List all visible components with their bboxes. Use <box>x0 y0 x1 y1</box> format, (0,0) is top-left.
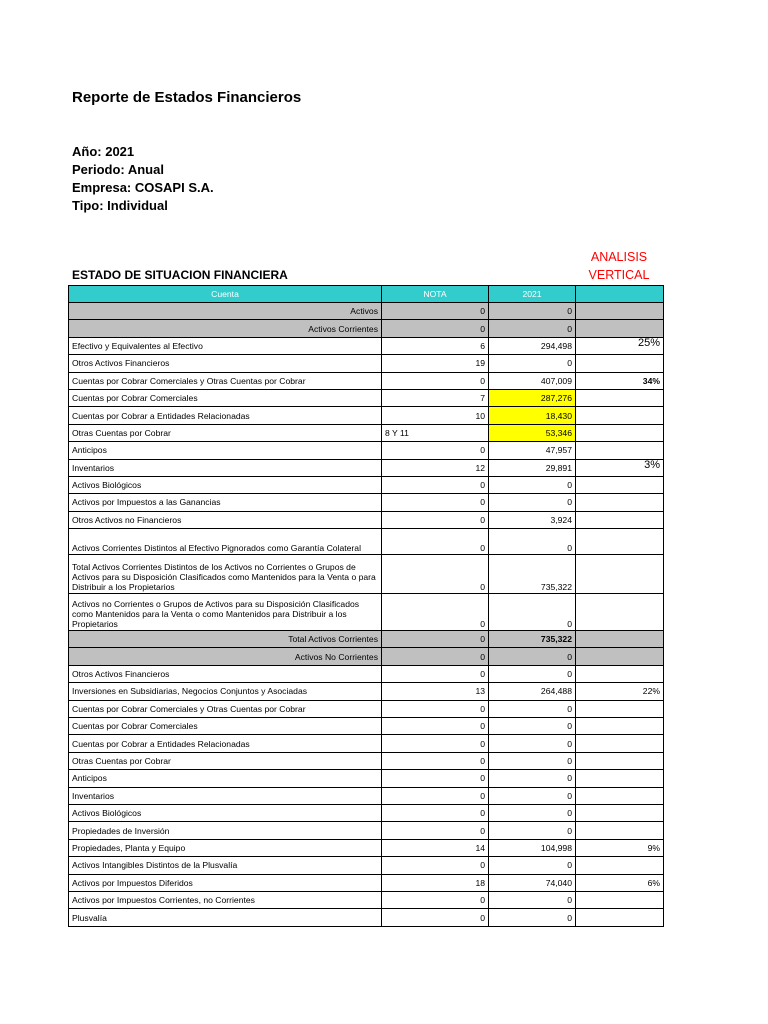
cell-nota: 13 <box>382 683 489 700</box>
table-row <box>69 891 664 908</box>
cell-cuenta: Inventarios <box>69 787 382 804</box>
analisis-label-line2: VERTICAL <box>588 268 650 282</box>
cell-cuenta: Inventarios <box>69 459 382 476</box>
cell-value-2021: 29,891 <box>489 459 576 476</box>
table-row <box>69 407 664 424</box>
cell-value-2021: 0 <box>489 320 576 337</box>
cell-nota: 12 <box>382 459 489 476</box>
cell-cuenta: Activos Corrientes Distintos al Efectivo Pignorados como Garantía Colateral <box>69 529 382 555</box>
cell-value-2021: 287,276 <box>489 389 576 406</box>
cell-cuenta: Otros Activos no Financieros <box>69 511 382 528</box>
cell-cuenta: Otros Activos Financieros <box>69 665 382 682</box>
cell-analisis-vertical <box>576 857 664 874</box>
header-analisis <box>576 286 664 303</box>
cell-analisis-vertical <box>576 424 664 441</box>
cell-analisis-vertical <box>576 320 664 337</box>
cell-nota: 18 <box>382 874 489 891</box>
cell-nota: 0 <box>382 787 489 804</box>
cell-nota: 0 <box>382 442 489 459</box>
cell-analisis-vertical: 6% <box>576 874 664 891</box>
cell-analisis-vertical <box>576 752 664 769</box>
cell-nota: 0 <box>382 804 489 821</box>
cell-value-2021: 0 <box>489 355 576 372</box>
cell-analisis-vertical <box>576 511 664 528</box>
cell-cuenta: Propiedades, Planta y Equipo <box>69 839 382 856</box>
cell-cuenta: Efectivo y Equivalentes al Efectivo <box>69 337 382 354</box>
cell-analisis-vertical: 34% <box>576 372 664 389</box>
table-row <box>69 529 664 555</box>
table-row <box>69 700 664 717</box>
cell-analisis-vertical: 9% <box>576 839 664 856</box>
cell-nota: 0 <box>382 718 489 735</box>
table-row <box>69 822 664 839</box>
cell-nota: 0 <box>382 700 489 717</box>
cell-nota: 0 <box>382 476 489 493</box>
table-row <box>69 683 664 700</box>
cell-cuenta: Activos no Corrientes o Grupos de Activos para su Disposición Clasificados como Mantenidos para la Venta o como Mantenidos para Distribuir a los Propietarios <box>69 594 382 631</box>
cell-nota: 0 <box>382 494 489 511</box>
cell-analisis-vertical <box>576 529 664 555</box>
cell-cuenta: Activos por Impuestos Corrientes, no Corrientes <box>69 891 382 908</box>
cell-nota: 0 <box>382 555 489 594</box>
cell-value-2021: 0 <box>489 752 576 769</box>
table-row <box>69 718 664 735</box>
table-row <box>69 735 664 752</box>
table-row <box>69 631 664 648</box>
cell-cuenta: Activos Intangibles Distintos de la Plusvalía <box>69 857 382 874</box>
cell-analisis-vertical <box>576 555 664 594</box>
table-row <box>69 648 664 665</box>
cell-analisis-vertical <box>576 787 664 804</box>
analisis-label-line1: ANALISIS <box>590 250 648 264</box>
cell-value-2021: 0 <box>489 700 576 717</box>
cell-nota: 0 <box>382 631 489 648</box>
cell-value-2021: 0 <box>489 529 576 555</box>
cell-cuenta: Plusvalía <box>69 909 382 926</box>
table-row <box>69 476 664 493</box>
report-title: Reporte de Estados Financieros <box>72 89 302 106</box>
table-row <box>69 909 664 926</box>
cell-value-2021: 0 <box>489 857 576 874</box>
cell-nota: 0 <box>382 648 489 665</box>
table-row <box>69 303 664 320</box>
cell-nota: 0 <box>382 857 489 874</box>
table-header-row <box>69 286 664 303</box>
section-title: ESTADO DE SITUACION FINANCIERA <box>72 268 288 282</box>
cell-value-2021: 0 <box>489 891 576 908</box>
cell-nota: 0 <box>382 822 489 839</box>
cell-cuenta: Activos Biológicos <box>69 804 382 821</box>
table-row <box>69 389 664 406</box>
cell-value-2021: 18,430 <box>489 407 576 424</box>
cell-analisis-vertical <box>576 303 664 320</box>
cell-cuenta: Anticipos <box>69 442 382 459</box>
cell-analisis-vertical <box>576 389 664 406</box>
cell-value-2021: 294,498 <box>489 337 576 354</box>
cell-analisis-vertical <box>576 804 664 821</box>
cell-cuenta: Cuentas por Cobrar Comerciales y Otras Cuentas por Cobrar <box>69 372 382 389</box>
cell-nota: 10 <box>382 407 489 424</box>
cell-cuenta: Total Activos Corrientes <box>69 631 382 648</box>
year-line: Año: 2021 <box>72 144 135 159</box>
cell-analisis-vertical <box>576 355 664 372</box>
cell-cuenta: Cuentas por Cobrar Comerciales <box>69 389 382 406</box>
cell-nota: 0 <box>382 303 489 320</box>
cell-analisis-vertical <box>576 891 664 908</box>
header-nota: NOTA <box>382 286 489 303</box>
cell-value-2021: 104,998 <box>489 839 576 856</box>
table-row <box>69 857 664 874</box>
cell-analisis-vertical: 3% <box>576 459 664 476</box>
cell-cuenta: Activos por Impuestos a las Ganancias <box>69 494 382 511</box>
cell-nota: 14 <box>382 839 489 856</box>
cell-value-2021: 0 <box>489 804 576 821</box>
cell-nota: 6 <box>382 337 489 354</box>
cell-value-2021: 3,924 <box>489 511 576 528</box>
cell-nota: 0 <box>382 594 489 631</box>
cell-value-2021: 74,040 <box>489 874 576 891</box>
cell-cuenta: Inversiones en Subsidiarias, Negocios Conjuntos y Asociadas <box>69 683 382 700</box>
cell-cuenta: Otras Cuentas por Cobrar <box>69 424 382 441</box>
table-row <box>69 320 664 337</box>
cell-value-2021: 0 <box>489 787 576 804</box>
table-row <box>69 804 664 821</box>
table-row <box>69 787 664 804</box>
header-cuenta: Cuenta <box>69 286 382 303</box>
cell-analisis-vertical <box>576 665 664 682</box>
cell-nota: 0 <box>382 529 489 555</box>
cell-cuenta: Otras Cuentas por Cobrar <box>69 752 382 769</box>
cell-value-2021: 264,488 <box>489 683 576 700</box>
cell-nota: 0 <box>382 665 489 682</box>
cell-cuenta: Cuentas por Cobrar a Entidades Relacionadas <box>69 735 382 752</box>
header-2021: 2021 <box>489 286 576 303</box>
company-line: Empresa: COSAPI S.A. <box>72 180 214 195</box>
cell-analisis-vertical <box>576 718 664 735</box>
table-row <box>69 752 664 769</box>
table-row <box>69 424 664 441</box>
cell-cuenta: Activos Biológicos <box>69 476 382 493</box>
cell-nota: 8 Y 11 <box>382 424 489 441</box>
table-row <box>69 355 664 372</box>
cell-analisis-vertical <box>576 822 664 839</box>
cell-analisis-vertical: 25% <box>576 337 664 354</box>
cell-value-2021: 0 <box>489 303 576 320</box>
cell-value-2021: 0 <box>489 770 576 787</box>
cell-value-2021: 0 <box>489 909 576 926</box>
cell-value-2021: 47,957 <box>489 442 576 459</box>
cell-analisis-vertical <box>576 442 664 459</box>
financial-table <box>68 285 664 927</box>
cell-cuenta: Activos <box>69 303 382 320</box>
cell-cuenta: Anticipos <box>69 770 382 787</box>
table-row <box>69 665 664 682</box>
cell-cuenta: Total Activos Corrientes Distintos de los Activos no Corrientes o Grupos de Activos para su Disposición Clasificados como Mantenidos para la Venta o para Distribuir a los Propietarios <box>69 555 382 594</box>
cell-analisis-vertical: 22% <box>576 683 664 700</box>
table-row <box>69 459 664 476</box>
cell-nota: 0 <box>382 752 489 769</box>
cell-analisis-vertical <box>576 700 664 717</box>
cell-cuenta: Cuentas por Cobrar a Entidades Relacionadas <box>69 407 382 424</box>
cell-value-2021: 407,009 <box>489 372 576 389</box>
table-row <box>69 555 664 594</box>
cell-analisis-vertical <box>576 735 664 752</box>
cell-cuenta: Otros Activos Financieros <box>69 355 382 372</box>
table-row <box>69 874 664 891</box>
table-body <box>69 303 664 927</box>
cell-analisis-vertical <box>576 594 664 631</box>
table-row <box>69 511 664 528</box>
cell-cuenta: Cuentas por Cobrar Comerciales <box>69 718 382 735</box>
cell-value-2021: 0 <box>489 494 576 511</box>
table-row <box>69 770 664 787</box>
cell-cuenta: Activos por Impuestos Diferidos <box>69 874 382 891</box>
cell-cuenta: Cuentas por Cobrar Comerciales y Otras Cuentas por Cobrar <box>69 700 382 717</box>
period-line: Periodo: Anual <box>72 162 164 177</box>
cell-value-2021: 0 <box>489 822 576 839</box>
table-row <box>69 839 664 856</box>
cell-value-2021: 735,322 <box>489 631 576 648</box>
cell-analisis-vertical <box>576 631 664 648</box>
table-row <box>69 442 664 459</box>
cell-cuenta: Activos No Corrientes <box>69 648 382 665</box>
table-row <box>69 337 664 354</box>
cell-nota: 0 <box>382 372 489 389</box>
cell-value-2021: 0 <box>489 735 576 752</box>
cell-analisis-vertical <box>576 648 664 665</box>
cell-analisis-vertical <box>576 494 664 511</box>
cell-nota: 19 <box>382 355 489 372</box>
analisis-vertical-label <box>588 248 650 284</box>
type-line: Tipo: Individual <box>72 198 168 213</box>
cell-value-2021: 53,346 <box>489 424 576 441</box>
cell-value-2021: 0 <box>489 594 576 631</box>
cell-nota: 0 <box>382 511 489 528</box>
table-row <box>69 594 664 631</box>
cell-value-2021: 0 <box>489 476 576 493</box>
cell-nota: 0 <box>382 735 489 752</box>
cell-analisis-vertical <box>576 770 664 787</box>
cell-cuenta: Propiedades de Inversión <box>69 822 382 839</box>
cell-value-2021: 0 <box>489 718 576 735</box>
table-row <box>69 494 664 511</box>
cell-nota: 0 <box>382 891 489 908</box>
cell-analisis-vertical <box>576 476 664 493</box>
cell-analisis-vertical <box>576 407 664 424</box>
cell-analisis-vertical <box>576 909 664 926</box>
cell-nota: 0 <box>382 770 489 787</box>
table-row <box>69 372 664 389</box>
cell-cuenta: Activos Corrientes <box>69 320 382 337</box>
cell-nota: 0 <box>382 909 489 926</box>
cell-value-2021: 0 <box>489 648 576 665</box>
cell-nota: 7 <box>382 389 489 406</box>
cell-nota: 0 <box>382 320 489 337</box>
cell-value-2021: 0 <box>489 665 576 682</box>
cell-value-2021: 735,322 <box>489 555 576 594</box>
